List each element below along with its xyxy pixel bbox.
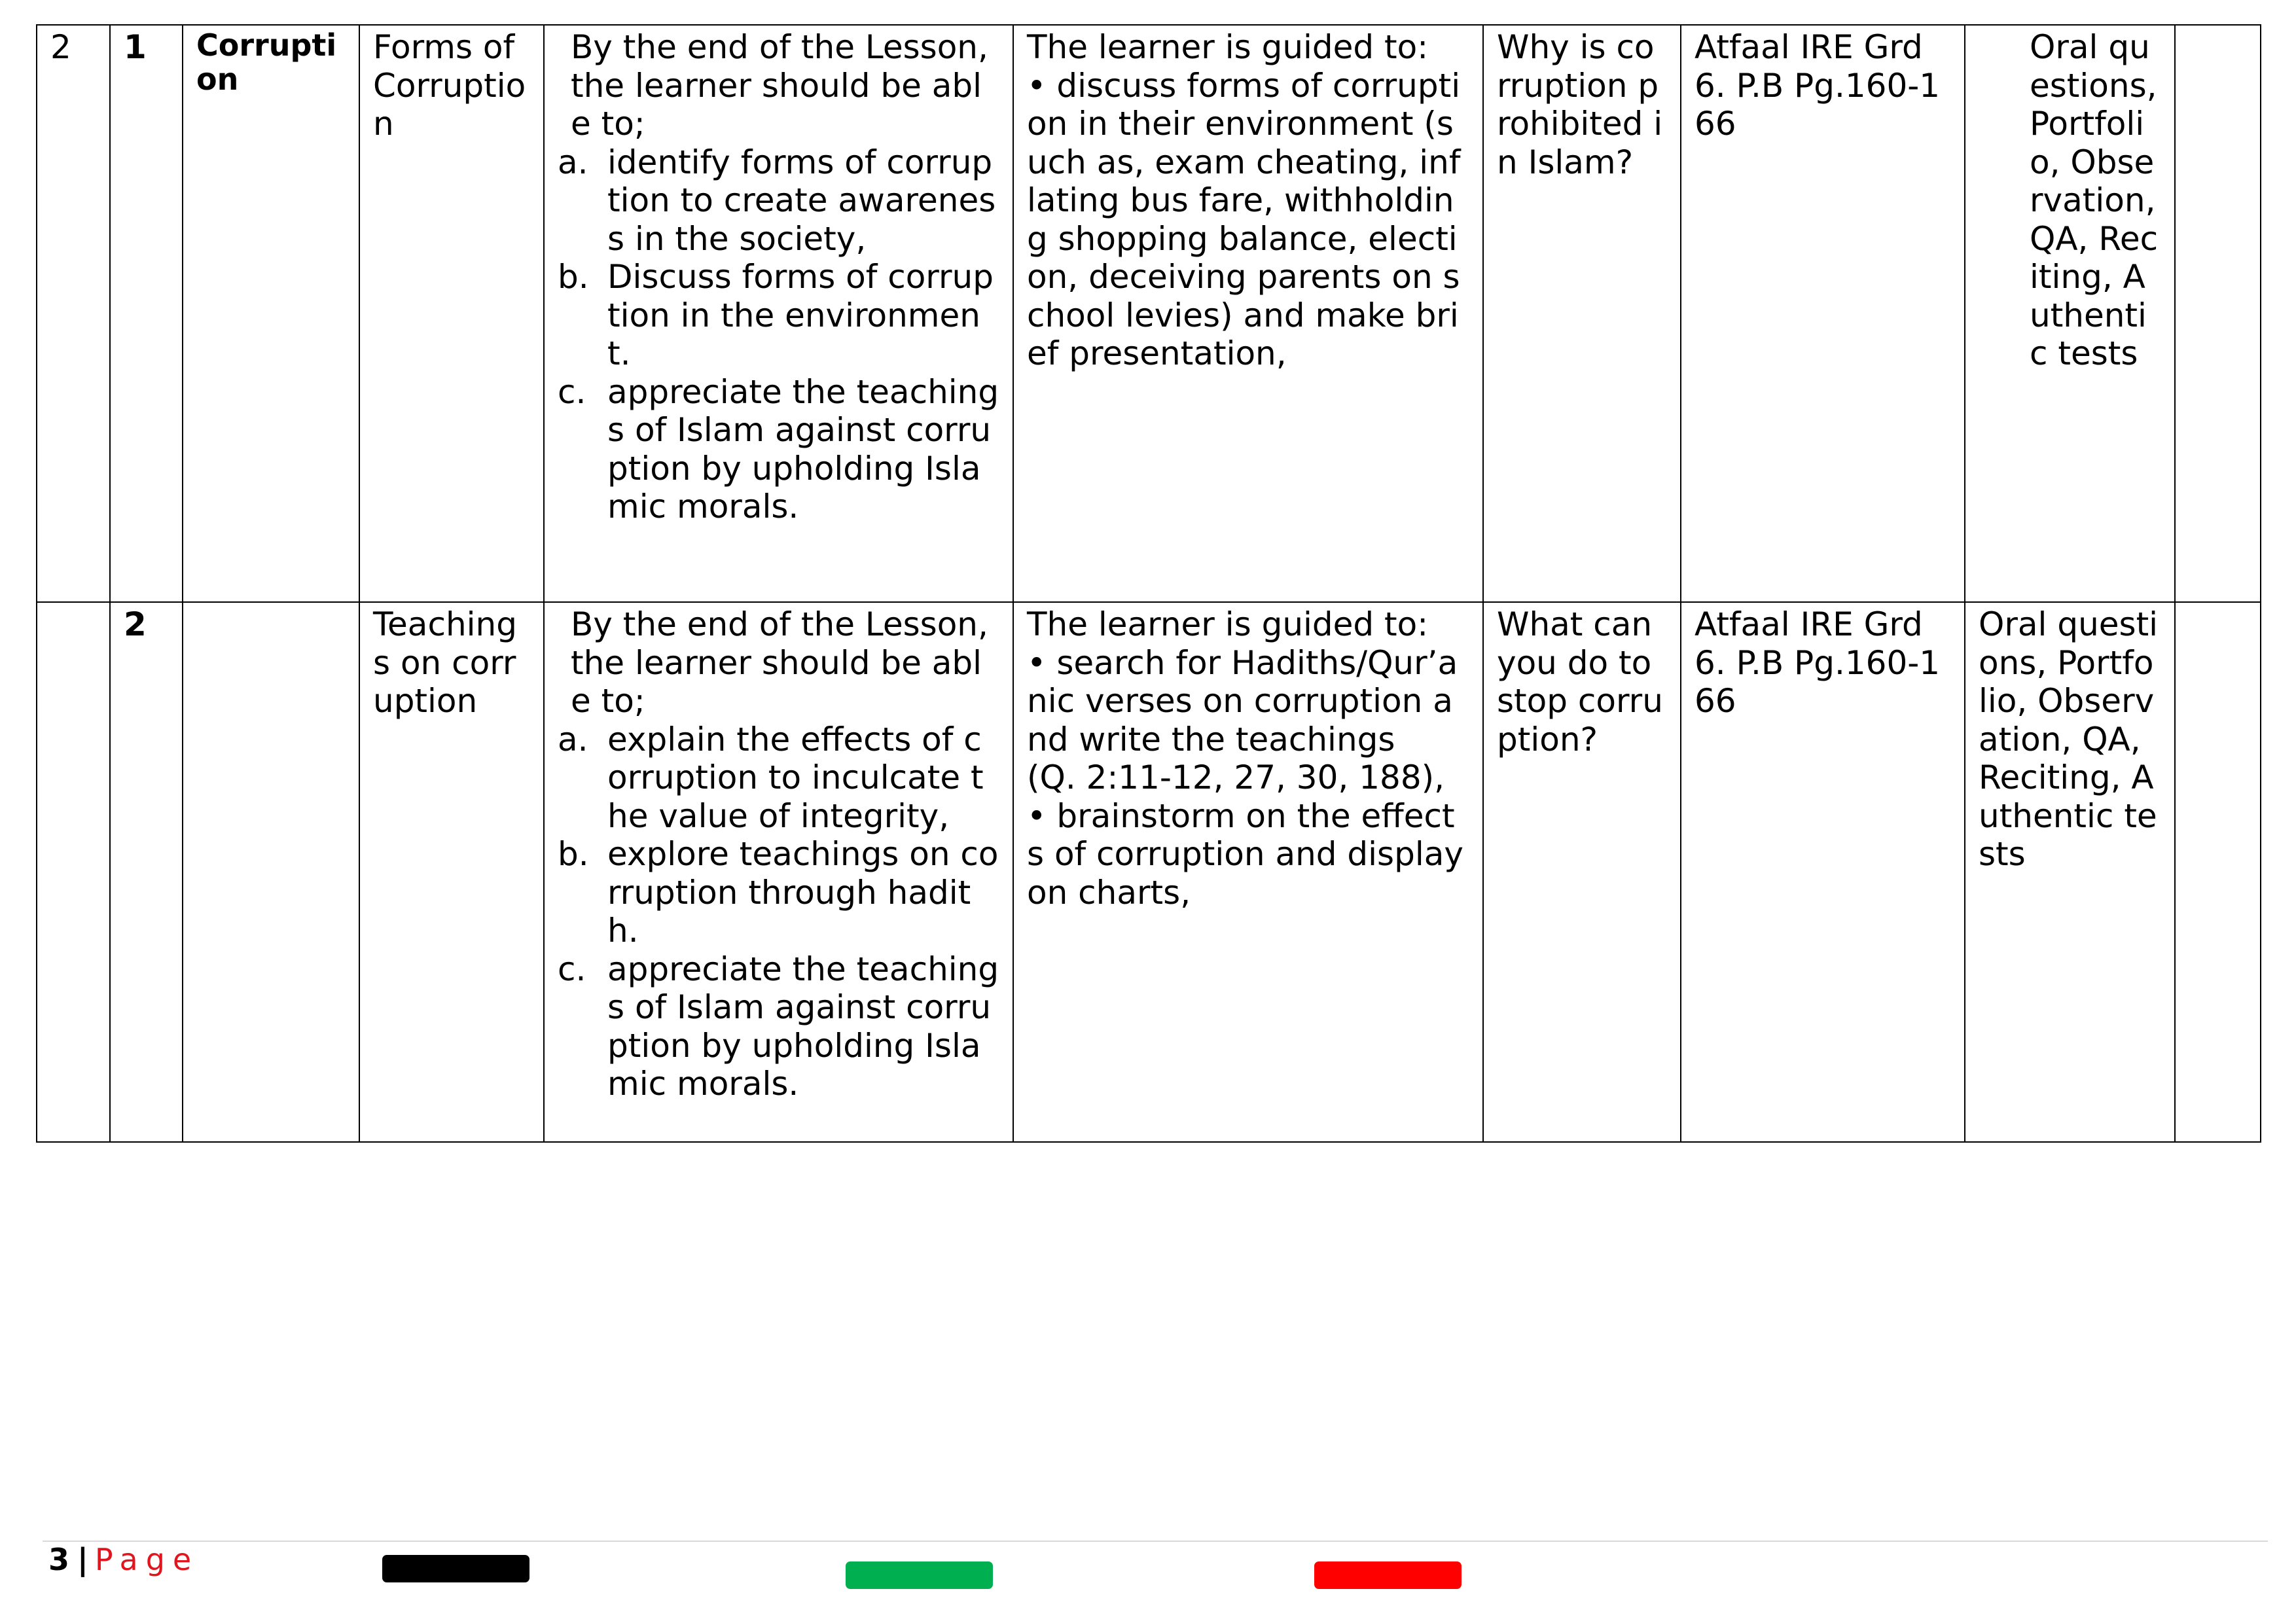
footer-divider — [43, 1541, 2268, 1542]
learning-experiences-cell — [1013, 602, 1483, 1142]
experience-line: • search for Hadiths/Qur’anic verses on corruption and write the teachings — [1027, 643, 1458, 758]
learning-resources-cell: Atfaal IRE Grd 6. P.B Pg.160-166 — [1681, 602, 1965, 1142]
strand-cell — [183, 602, 359, 1142]
black-color-bar — [382, 1555, 529, 1582]
experience-line: (Q. 2:11-12, 27, 30, 188), — [1027, 758, 1445, 796]
outcomes-intro: By the end of the Lesson, the learner should be able to; — [571, 28, 988, 143]
key-inquiry-question-cell: Why is corruption prohibited in Islam? — [1483, 25, 1681, 602]
list-item — [558, 835, 999, 950]
learning-experiences-cell — [1013, 25, 1483, 602]
scheme-of-work-table — [36, 24, 2261, 1143]
experience-line: The learner is guided to: — [1027, 28, 1429, 66]
lesson-number-cell: 2 — [110, 602, 183, 1142]
green-color-bar — [846, 1561, 993, 1589]
outcome-text: appreciate the teachings of Islam against corruption by upholding Islamic morals. — [607, 372, 999, 526]
list-item — [558, 950, 999, 1103]
experience-line: • discuss forms of corruption in their environment (such as, exam cheating, inflating bus fare, withholding shopping balance, election, deceiving parents on school levies) and make brief presentation, — [1027, 66, 1461, 372]
list-marker: c. — [558, 372, 586, 411]
outcomes-list — [558, 143, 999, 526]
list-item — [558, 143, 999, 259]
table-row — [37, 25, 2261, 602]
outcome-text: explore teachings on corruption through hadith. — [607, 835, 999, 950]
outcomes-list — [558, 721, 999, 1103]
learning-resources-cell: Atfaal IRE Grd 6. P.B Pg.160-166 — [1681, 25, 1965, 602]
outcomes-intro: By the end of the Lesson, the learner should be able to; — [571, 605, 988, 720]
red-color-bar — [1314, 1561, 1462, 1589]
sub-strand-cell: Teachings on corruption — [359, 602, 544, 1142]
page-number: 3 — [48, 1542, 70, 1577]
assessment-methods-cell: Oral questions, Portfolio, Observation, QA, Reciting, Authentic tests — [1965, 602, 2175, 1142]
list-marker: a. — [558, 143, 588, 181]
outcome-text: Discuss forms of corruption in the environment. — [607, 258, 994, 372]
week-cell — [37, 602, 110, 1142]
list-marker: b. — [558, 835, 589, 873]
reflection-cell — [2175, 25, 2261, 602]
reflection-cell — [2175, 602, 2261, 1142]
outcome-text: identify forms of corruption to create awareness in the society, — [607, 143, 996, 258]
week-cell: 2 — [37, 25, 110, 602]
list-marker: b. — [558, 258, 589, 296]
experience-line: The learner is guided to: — [1027, 605, 1429, 643]
page-separator: | — [77, 1542, 88, 1577]
assessment-methods-cell: Oral questions, Portfolio, Observation, QA, Reciting, Authentic tests — [1965, 25, 2175, 602]
list-marker: c. — [558, 950, 586, 988]
learning-outcomes-cell — [544, 25, 1013, 602]
list-item — [558, 721, 999, 836]
sub-strand-cell: Forms of Corruption — [359, 25, 544, 602]
table-row — [37, 602, 2261, 1142]
page-number-footer — [48, 1541, 199, 1578]
lesson-number-cell: 1 — [110, 25, 183, 602]
page-label: Page — [94, 1542, 200, 1577]
list-item — [558, 258, 999, 373]
list-item — [558, 373, 999, 526]
list-marker: a. — [558, 720, 588, 758]
strand-cell: Corruption — [183, 25, 359, 602]
key-inquiry-question-cell: What can you do to stop corruption? — [1483, 602, 1681, 1142]
outcome-text: appreciate the teachings of Islam against corruption by upholding Islamic morals. — [607, 950, 999, 1103]
experience-line: • brainstorm on the effects of corruption and display on charts, — [1027, 796, 1463, 912]
learning-outcomes-cell — [544, 602, 1013, 1142]
outcome-text: explain the effects of corruption to inculcate the value of integrity, — [607, 720, 984, 835]
